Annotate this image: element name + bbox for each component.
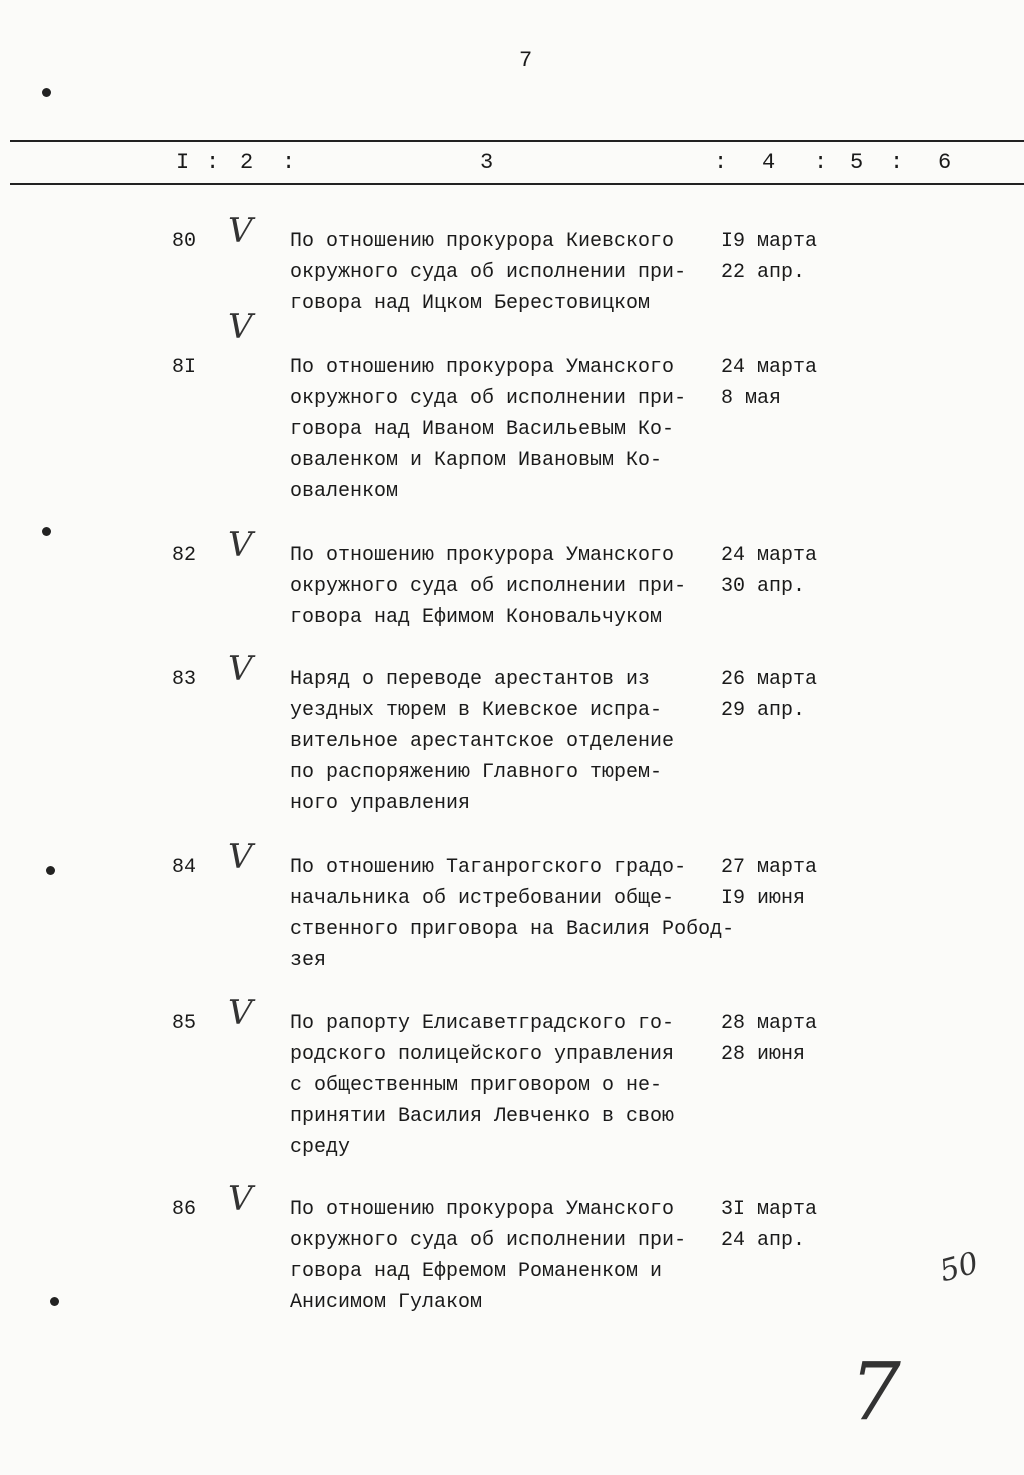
entry-dates bbox=[721, 352, 817, 414]
description-line: родского полицейского управления bbox=[290, 1043, 675, 1066]
description-line: принятии Василия Левченко в свою bbox=[290, 1105, 675, 1128]
description-line: говора над Ицком Берестовицком bbox=[290, 292, 651, 315]
description-line: говора над Ефимом Коновальчуком bbox=[290, 606, 663, 629]
entry-description bbox=[290, 540, 686, 633]
entry-number: 8I bbox=[172, 356, 197, 379]
description-line: оваленком и Карпом Ивановым Ко- bbox=[290, 449, 663, 472]
description-line: Анисимом Гулаком bbox=[290, 1291, 483, 1314]
description-line: По рапорту Елисаветградского го- bbox=[290, 1012, 675, 1035]
check-mark: V bbox=[228, 1179, 253, 1219]
check-mark: V bbox=[228, 993, 253, 1033]
column-header: 2 bbox=[240, 150, 254, 175]
entry-dates bbox=[721, 852, 817, 914]
description-line: зея bbox=[290, 949, 327, 972]
description-line: окружного суда об исполнении при- bbox=[290, 261, 687, 284]
punch-hole-mark bbox=[42, 527, 51, 536]
entry-description bbox=[290, 352, 686, 507]
date-line: 26 марта bbox=[721, 668, 818, 691]
column-header: 5 bbox=[850, 150, 864, 175]
entry-number: 85 bbox=[172, 1012, 197, 1035]
description-line: окружного суда об исполнении при- bbox=[290, 1229, 687, 1252]
entry-number: 86 bbox=[172, 1198, 197, 1221]
description-line: оваленком bbox=[290, 480, 399, 503]
description-line: По отношению прокурора Уманского bbox=[290, 1198, 675, 1221]
entry-dates bbox=[721, 540, 817, 602]
date-line: 24 апр. bbox=[721, 1229, 806, 1252]
description-line: начальника об истребовании обще- bbox=[290, 887, 675, 910]
entry-dates bbox=[721, 1008, 817, 1070]
description-line: вительное арестантское отделение bbox=[290, 730, 675, 753]
column-header: 3 bbox=[480, 150, 494, 175]
entry-description bbox=[290, 226, 686, 319]
description-line: уездных тюрем в Киевское испра- bbox=[290, 699, 663, 722]
description-line: говора над Ефремом Романенком и bbox=[290, 1260, 663, 1283]
header-top-rule bbox=[10, 140, 1024, 142]
description-line: по распоряжению Главного тюрем- bbox=[290, 761, 663, 784]
entry-number: 83 bbox=[172, 668, 197, 691]
entry-dates bbox=[721, 1194, 817, 1256]
description-line: окружного суда об исполнении при- bbox=[290, 387, 687, 410]
description-line: говора над Иваном Васильевым Ко- bbox=[290, 418, 675, 441]
date-line: 24 марта bbox=[721, 544, 818, 567]
entry-description bbox=[290, 1194, 686, 1318]
handwritten-page-number: 7 bbox=[850, 1345, 901, 1438]
date-line: 24 марта bbox=[721, 356, 818, 379]
check-mark: V bbox=[228, 211, 253, 251]
punch-hole-mark bbox=[42, 88, 51, 97]
check-mark: V bbox=[228, 649, 253, 689]
entry-description bbox=[290, 1008, 674, 1163]
column-header: 4 bbox=[762, 150, 776, 175]
description-line: окружного суда об исполнении при- bbox=[290, 575, 687, 598]
page-number: 7 bbox=[519, 48, 533, 73]
date-line: 8 мая bbox=[721, 387, 782, 410]
description-line: Наряд о переводе арестантов из bbox=[290, 668, 651, 691]
date-line: I9 июня bbox=[721, 887, 806, 910]
description-line: ного управления bbox=[290, 792, 471, 815]
date-line: 28 марта bbox=[721, 1012, 818, 1035]
date-line: 30 апр. bbox=[721, 575, 806, 598]
description-line: По отношению прокурора Уманского bbox=[290, 356, 675, 379]
punch-hole-mark bbox=[50, 1297, 59, 1306]
description-line: среду bbox=[290, 1136, 351, 1159]
column-header: I bbox=[176, 150, 190, 175]
entry-description bbox=[290, 664, 674, 819]
column-header: 6 bbox=[938, 150, 952, 175]
entry-number: 82 bbox=[172, 544, 197, 567]
punch-hole-mark bbox=[46, 866, 55, 875]
entry-number: 84 bbox=[172, 856, 197, 879]
entry-description bbox=[290, 852, 734, 976]
check-mark: V bbox=[228, 525, 253, 565]
entry-dates bbox=[721, 226, 817, 288]
date-line: I9 марта bbox=[721, 230, 818, 253]
date-line: 3I марта bbox=[721, 1198, 818, 1221]
description-line: с общественным приговором о не- bbox=[290, 1074, 663, 1097]
check-mark: V bbox=[228, 307, 253, 347]
handwritten-folio: 50 bbox=[936, 1245, 983, 1290]
description-line: По отношению Таганрогского градо- bbox=[290, 856, 687, 879]
check-mark: V bbox=[228, 837, 253, 877]
description-line: По отношению прокурора Киевского bbox=[290, 230, 675, 253]
description-line: По отношению прокурора Уманского bbox=[290, 544, 675, 567]
entry-number: 80 bbox=[172, 230, 197, 253]
description-line: ственного приговора на Василия Робод- bbox=[290, 918, 735, 941]
header-bottom-rule bbox=[10, 183, 1024, 185]
date-line: 29 апр. bbox=[721, 699, 806, 722]
date-line: 22 апр. bbox=[721, 261, 806, 284]
date-line: 27 марта bbox=[721, 856, 818, 879]
entry-dates bbox=[721, 664, 817, 726]
date-line: 28 июня bbox=[721, 1043, 806, 1066]
